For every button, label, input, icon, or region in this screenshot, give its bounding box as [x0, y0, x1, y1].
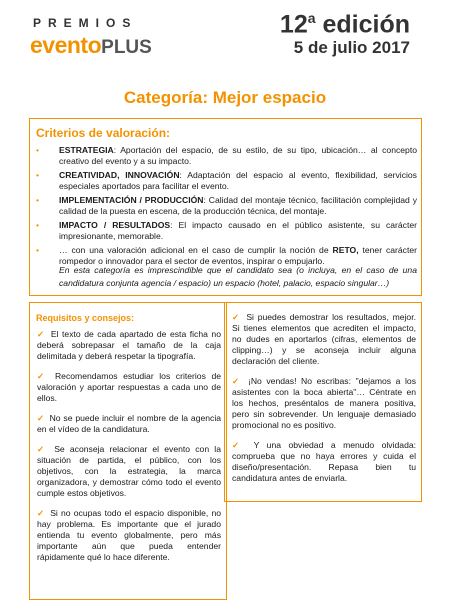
- tips-list-left: [37, 329, 221, 572]
- check-icon: ✓: [232, 376, 242, 386]
- check-icon: ✓: [37, 413, 45, 423]
- tip-text: Si puedes demostrar los resultados, mejor. Si tienes elementos que acrediten el impacto, no dudes en aportarlos (cifras, elementos de clipping…) y se aconseja incluir alguna declaración del cliente.: [232, 312, 416, 366]
- eventoplus-logo: [30, 32, 152, 59]
- criteria-term: RETO,: [332, 245, 359, 255]
- tip-text: No se puede incluir el nombre de la agencia en el vídeo de la candidatura.: [37, 413, 222, 434]
- header: [0, 0, 450, 70]
- premios-label: PREMIOS: [33, 16, 138, 30]
- check-icon: ✓: [37, 508, 45, 518]
- tip-text: El texto de cada apartado de esta ficha no deberá sobrepasar el tamaño de la caja delimitada y deberá respetar la tipografía.: [37, 329, 221, 361]
- tip-text: Se aconseja relacionar el evento con la situación de partida, el público, con los objetivos, con la estrategia, la marca organizadora, y demostrar cómo todo el evento cumple estos objetivos.: [37, 444, 221, 498]
- tips-list-right: [232, 312, 416, 493]
- criteria-term: IMPLEMENTACIÓN / PRODUCCIÓN: [59, 195, 204, 205]
- criteria-text: : El impacto causado en el público asistente, su carácter impresionante, memorable.: [59, 220, 418, 241]
- criteria-term: ESTRATEGIA: [59, 145, 114, 155]
- criteria-text: : Aportación del espacio, de su estilo, de su tipo, ubicación… al concepto creativo del evento y a su impacto.: [59, 145, 417, 166]
- tip-item: [232, 376, 416, 431]
- bullet-icon: •: [36, 245, 40, 255]
- criteria-text: tener carácter rompedor o innovador para el sector de eventos, inspirar o empujarlo.: [59, 245, 417, 266]
- criteria-item: [36, 170, 417, 192]
- requirements-left-box: [29, 302, 227, 600]
- tip-item: [37, 508, 221, 563]
- edition-word: edición: [322, 10, 410, 39]
- edition-number: 12: [279, 10, 308, 39]
- category-title: Categoría: Mejor espacio: [123, 88, 327, 107]
- bullet-icon: •: [36, 195, 40, 205]
- tip-item: [37, 329, 221, 362]
- criteria-note: En esta categoría es imprescindible que el candidato sea (o incluya, en el caso de una candidatura conjunta agencia / espacio) un espacio (hotel, palacio, espacio singular…): [59, 265, 417, 288]
- tip-text: Y una obviedad a menudo olvidada: comprueba que no haya errores y cuida el diseño/presentación. Repasa bien tu candidatura antes de enviarla.: [232, 440, 417, 483]
- criteria-text: : Adaptación del espacio al evento, flexibilidad, servicios especiales aportados para facilitar el evento.: [59, 170, 417, 191]
- edition-superscript: a: [307, 10, 316, 26]
- tip-item: [232, 312, 416, 367]
- bullet-icon: •: [36, 220, 40, 230]
- criteria-box: [29, 118, 422, 296]
- check-icon: ✓: [232, 440, 245, 450]
- criteria-item: [36, 195, 417, 217]
- requirements-right-box: [224, 302, 422, 502]
- check-icon: ✓: [37, 329, 46, 339]
- criteria-item: [36, 220, 417, 242]
- tip-text: Recomendamos estudiar los criterios de valoración y aportar respuestas a cada uno de ellos.: [37, 371, 222, 403]
- check-icon: ✓: [37, 371, 48, 381]
- tip-text: ¡No vendas! No escribas: "dejamos a los asistentes con la boca abierta"… Céntrate en los hechos, preséntalos de manera positiva, pero sin sobrevender. Un lenguaje demasiado promocional no es positivo.: [232, 376, 417, 430]
- criteria-item: [36, 145, 417, 167]
- tip-text: Si no ocupas todo el espacio disponible, no hay problema. Es importante que el jurado entienda tu evento globalmente, pero más importante aún que pueda entender rápidamente qué lo hace diferente.: [37, 508, 222, 562]
- bullet-icon: •: [36, 170, 40, 180]
- criteria-text: : Calidad del montaje técnico, facilitación complejidad y calidad de la puesta en escena, de la producción técnica, del montaje.: [59, 195, 417, 216]
- check-icon: ✓: [37, 444, 47, 454]
- tip-item: [37, 444, 221, 499]
- tip-item: [37, 371, 221, 404]
- edition-label: [280, 10, 410, 39]
- bullet-icon: •: [36, 145, 40, 155]
- criteria-list: [36, 145, 417, 270]
- tip-item: [232, 440, 416, 484]
- logo-plus: PLUS: [101, 37, 152, 58]
- event-date: 5 de julio 2017: [293, 38, 410, 57]
- criteria-term: CREATIVIDAD, INNOVACIÓN: [59, 170, 180, 180]
- criteria-term: IMPACTO / RESULTADOS: [59, 220, 171, 230]
- criteria-pre: … con una valoración adicional en el caso de cumplir la noción de: [59, 245, 333, 255]
- tip-item: [37, 413, 221, 435]
- criteria-heading: Criterios de valoración:: [36, 126, 171, 140]
- check-icon: ✓: [232, 312, 241, 322]
- requirements-heading: Requisitos y consejos:: [36, 313, 135, 323]
- logo-main: evento: [30, 32, 102, 58]
